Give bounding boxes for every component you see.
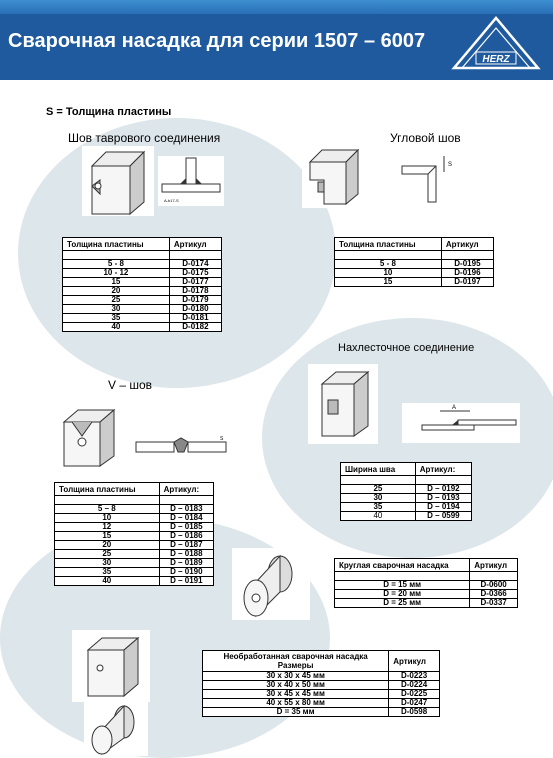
table-cell: D – 0184 [159, 514, 213, 523]
table-cell: 15 [55, 532, 160, 541]
tee-col2: Артикул [169, 238, 221, 251]
table-cell: D-0225 [389, 690, 440, 699]
table-cell: 20 [55, 541, 160, 550]
vgroove-col2: Артикул: [159, 483, 213, 496]
table-cell: 25 [55, 550, 160, 559]
table-cell: D-0181 [169, 314, 221, 323]
tee-nozzle-image [82, 146, 154, 216]
table-cell: D-0177 [169, 278, 221, 287]
vgroove-nozzle-image [58, 406, 124, 470]
table-cell: 30 x 45 x 45 мм [203, 690, 389, 699]
table-cell: D = 25 мм [335, 599, 470, 608]
table-cell: D-0197 [441, 278, 493, 287]
round-col1: Круглая сварочная насадка [335, 559, 470, 572]
vgroove-col1: Толщина пластины [55, 483, 160, 496]
lap-table [340, 462, 472, 521]
table-row [341, 512, 472, 521]
table-cell: D-0600 [470, 581, 518, 590]
table-cell: D – 0190 [159, 568, 213, 577]
table-cell: D – 0191 [159, 577, 213, 586]
table-cell: D-0196 [441, 269, 493, 278]
table-cell: D – 0188 [159, 550, 213, 559]
raw-col2: Артикул [389, 651, 440, 672]
table-cell: 30 [341, 494, 416, 503]
header-stripe [0, 0, 553, 14]
table-cell: D – 0192 [415, 485, 471, 494]
table-cell: D-0180 [169, 305, 221, 314]
table-cell: D – 0599 [415, 512, 471, 521]
tee-title: Шов таврового соединения [68, 131, 221, 145]
lap-col2: Артикул: [415, 463, 471, 476]
page-title: Сварочная насадка для серии 1507 – 6007 [8, 30, 426, 52]
table-cell: D = 20 мм [335, 590, 470, 599]
raw-round-image [84, 702, 148, 756]
table-cell: D-0182 [169, 323, 221, 332]
table-cell: D = 35 мм [203, 708, 389, 717]
table-cell: D – 0183 [159, 505, 213, 514]
raw-col1-title: Необработанная сварочная насадка [223, 652, 368, 661]
vgroove-weld-diagram [132, 430, 232, 464]
table-cell: D – 0185 [159, 523, 213, 532]
table-row [63, 323, 222, 332]
table-cell: 20 [63, 287, 170, 296]
corner-title: Угловой шов [390, 131, 461, 145]
table-cell: D-0337 [470, 599, 518, 608]
table-cell: 40 x 55 x 80 мм [203, 699, 389, 708]
lap-nozzle-image [308, 364, 378, 444]
table-cell: D-0366 [470, 590, 518, 599]
raw-table [202, 650, 440, 717]
table-cell: D-0178 [169, 287, 221, 296]
tee-table [62, 237, 222, 332]
table-cell: 25 [341, 485, 416, 494]
table-cell: 15 [335, 278, 442, 287]
table-cell: 15 [63, 278, 170, 287]
table-cell: D – 0193 [415, 494, 471, 503]
corner-table [334, 237, 494, 287]
table-cell: D-0223 [389, 672, 440, 681]
table-cell: 40 [55, 577, 160, 586]
lap-col1: Ширина шва [341, 463, 416, 476]
table-cell: 25 [63, 296, 170, 305]
table-cell: D-0179 [169, 296, 221, 305]
table-cell: D – 0189 [159, 559, 213, 568]
corner-diagram-label: S [448, 162, 453, 168]
table-row [335, 599, 518, 608]
table-cell: D – 0186 [159, 532, 213, 541]
table-cell: 40 [63, 323, 170, 332]
table-cell: 35 [55, 568, 160, 577]
table-cell: 30 [63, 305, 170, 314]
table-cell: D-0247 [389, 699, 440, 708]
table-cell: 5 - 8 [335, 260, 442, 269]
intro-heading: S = Толщина пластины [46, 106, 172, 118]
table-cell: 12 [55, 523, 160, 532]
lap-weld-diagram [402, 403, 520, 443]
lap-diagram-label: A [452, 405, 457, 411]
tee-diagram-label: A-b17-S [164, 198, 179, 203]
round-nozzle-image [232, 548, 310, 620]
vgroove-title: V – шов [108, 378, 153, 392]
table-row [55, 577, 214, 586]
table-cell: 35 [63, 314, 170, 323]
raw-block-image [72, 630, 150, 702]
table-cell: D – 0187 [159, 541, 213, 550]
table-cell: 5 - 8 [63, 260, 170, 269]
table-row [203, 708, 440, 717]
tee-col1: Толщина пластины [63, 238, 170, 251]
table-cell: 5 – 8 [55, 505, 160, 514]
table-cell: 30 [55, 559, 160, 568]
table-cell: 30 x 40 x 50 мм [203, 681, 389, 690]
table-cell: D-0175 [169, 269, 221, 278]
table-cell: 10 [335, 269, 442, 278]
table-row [335, 278, 494, 287]
table-cell: 30 x 30 x 45 мм [203, 672, 389, 681]
table-cell: 10 [55, 514, 160, 523]
raw-col1 [203, 651, 389, 672]
table-cell: D-0224 [389, 681, 440, 690]
table-cell: 35 [341, 503, 416, 512]
logo-text: HERZ [482, 54, 510, 65]
table-cell: 40 [341, 512, 416, 521]
table-cell: D – 0194 [415, 503, 471, 512]
corner-col2: Артикул [441, 238, 493, 251]
table-cell: D = 15 мм [335, 581, 470, 590]
round-table [334, 558, 518, 608]
vgroove-table [54, 482, 214, 586]
tee-weld-diagram [158, 156, 224, 206]
round-col2: Артикул [470, 559, 518, 572]
table-cell: D-0174 [169, 260, 221, 269]
lap-title: Нахлесточное соединение [338, 342, 475, 354]
herz-logo [448, 14, 544, 70]
table-cell: 10 - 12 [63, 269, 170, 278]
raw-col1-subtitle: Размеры [277, 661, 314, 670]
header-banner [0, 0, 553, 80]
corner-weld-diagram [398, 152, 460, 204]
table-cell: D-0195 [441, 260, 493, 269]
corner-col1: Толщина пластины [335, 238, 442, 251]
corner-nozzle-image [302, 146, 364, 208]
vgroove-diagram-label: S [220, 436, 224, 442]
table-cell: D-0598 [389, 708, 440, 717]
